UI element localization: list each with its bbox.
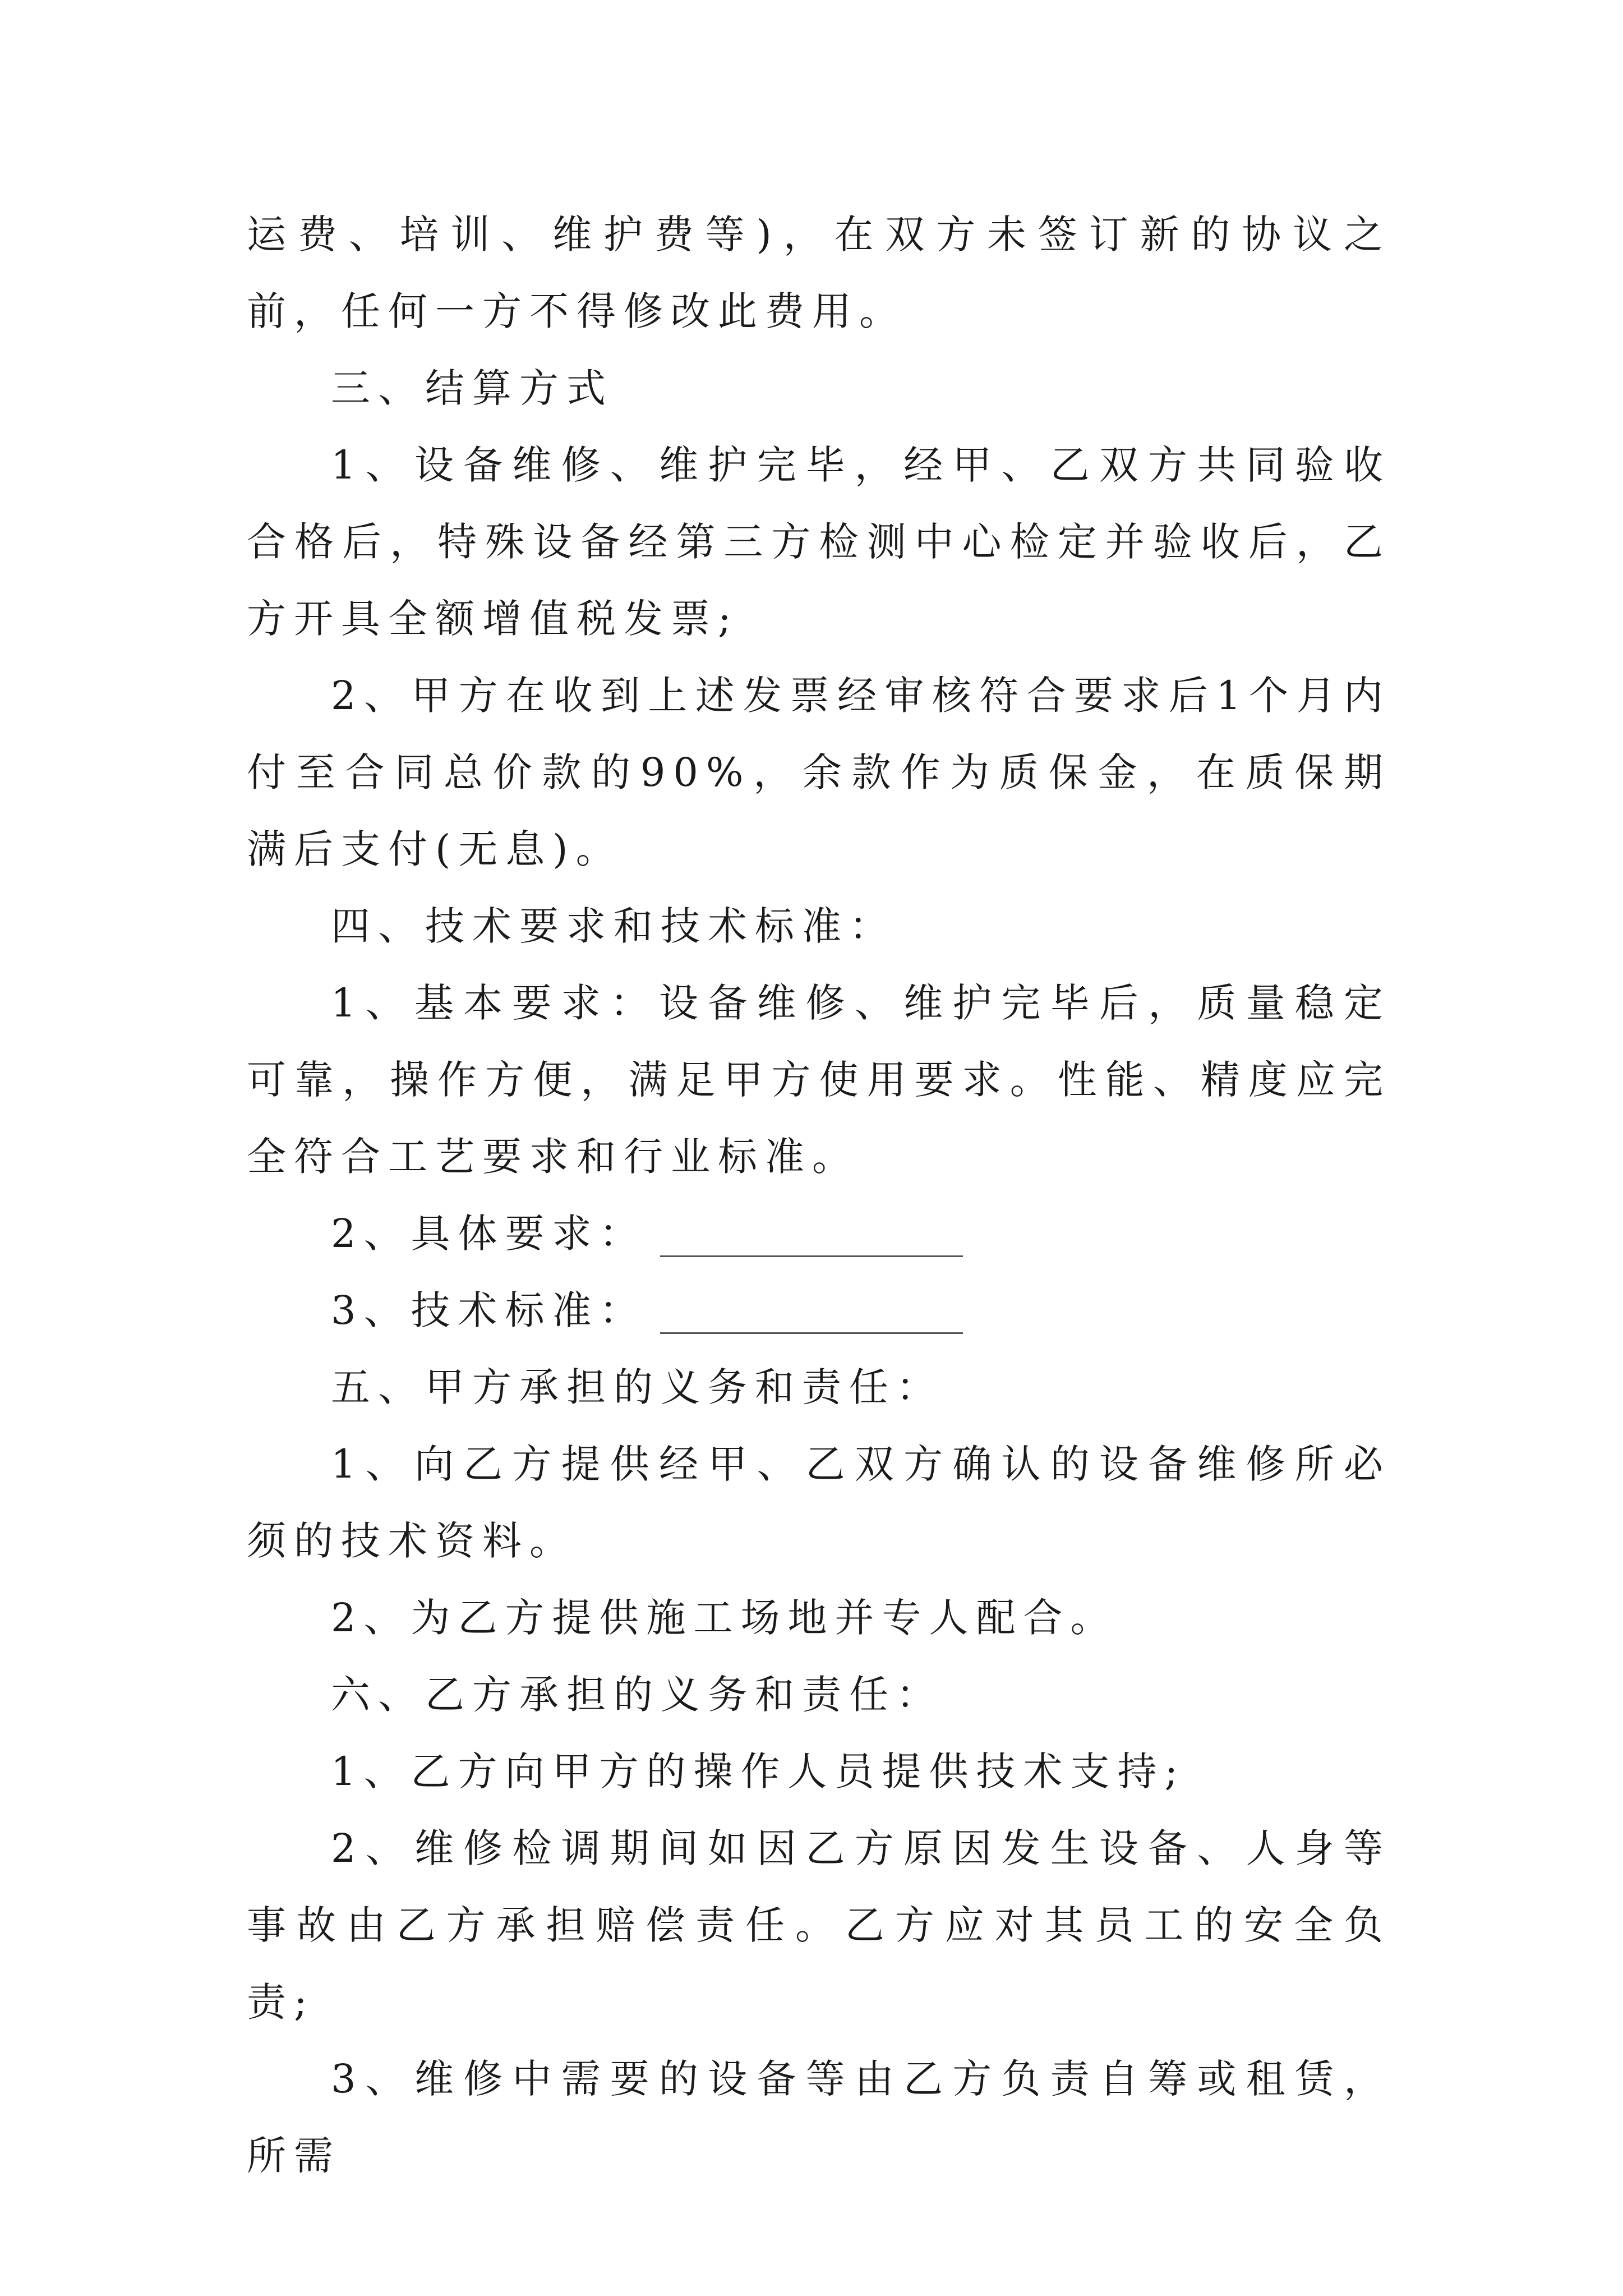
paragraph-text: 2、维修检调期间如因乙方原因发生设备、人身等事故由乙方承担赔偿责任。乙方应对其员工的安全负责; [247,1825,1391,2025]
heading-text: 五、甲方承担的义务和责任： [331,1364,943,1410]
fill-in-blank-line [660,1254,963,1257]
paragraph-technical-3 [247,1272,1391,1349]
section-heading-technical [247,888,1391,965]
paragraph-settlement-1 [247,427,1391,657]
section-heading-party-a-duties [247,1349,1391,1426]
paragraph-text: 3、维修中需要的设备等由乙方负责自筹或租赁，所需 [247,2056,1391,2179]
section-heading-settlement [247,350,1391,427]
paragraph-technical-1 [247,965,1391,1195]
paragraph-text: 1、向乙方提供经甲、乙双方确认的设备维修所必须的技术资料。 [247,1441,1391,1564]
paragraph-settlement-2 [247,657,1391,888]
paragraph-text: 1、基本要求：设备维修、维护完毕后，质量稳定可靠，操作方便，满足甲方使用要求。性能、精度应完全符合工艺要求和行业标准。 [247,980,1391,1180]
section-heading-party-b-duties [247,1657,1391,1733]
paragraph-text: 2、具体要求： [331,1211,647,1257]
heading-text: 三、结算方式 [331,365,614,411]
heading-text: 四、技术要求和技术标准： [331,903,896,949]
paragraph-technical-2 [247,1195,1391,1272]
paragraph-text: 3、技术标准： [331,1287,647,1333]
paragraph-party-a-2 [247,1580,1391,1657]
paragraph-party-b-2 [247,1810,1391,2041]
paragraph-text: 2、甲方在收到上述发票经审核符合要求后1个月内付至合同总价款的90%，余款作为质保金，在质保期满后支付(无息)。 [247,673,1391,872]
paragraph-text: 1、设备维修、维护完毕，经甲、乙双方共同验收合格后，特殊设备经第三方检测中心检定并验收后，乙方开具全额增值税发票; [247,442,1391,642]
paragraph-text: 1、乙方向甲方的操作人员提供技术支持; [331,1749,1186,1795]
paragraph-party-b-3 [247,2041,1391,2194]
document-page [247,196,1391,2194]
paragraph-fee-continuation [247,196,1391,350]
fill-in-blank-line [660,1331,963,1334]
paragraph-party-a-1 [247,1426,1391,1580]
paragraph-text: 2、为乙方提供施工场地并专人配合。 [331,1595,1118,1641]
paragraph-text: 运费、培训、维护费等)，在双方未签订新的协议之前，任何一方不得修改此费用。 [247,211,1391,334]
heading-text: 六、乙方承担的义务和责任： [331,1672,943,1718]
paragraph-party-b-1 [247,1733,1391,1810]
